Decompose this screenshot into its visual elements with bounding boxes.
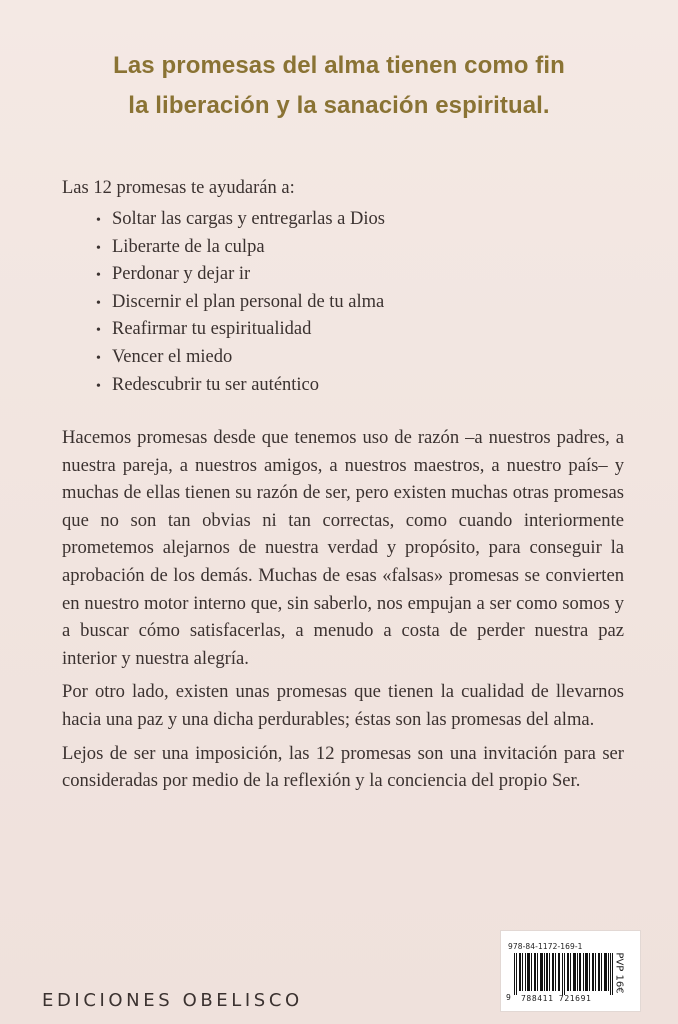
paragraph-2: Por otro lado, existen unas promesas que tienen la cualidad de llevarnos hacia una paz y una dicha perdurables; éstas son las promesas del alma. bbox=[62, 681, 624, 730]
bullet-icon: • bbox=[96, 378, 101, 394]
barcode-first-digit: 9 bbox=[506, 993, 511, 1002]
bullet-icon: • bbox=[96, 268, 101, 284]
headline-line-2: la liberación y la sanación espiritual. bbox=[128, 92, 550, 119]
list-item-text: Discernir el plan personal de tu alma bbox=[112, 291, 385, 312]
list-item bbox=[96, 206, 385, 234]
bullet-icon: • bbox=[96, 323, 101, 339]
list-item-text: Perdonar y dejar ir bbox=[112, 264, 251, 285]
price-text: PVP 16€ bbox=[613, 952, 625, 994]
body-text bbox=[62, 424, 624, 801]
list-item bbox=[96, 261, 385, 289]
promises-list bbox=[96, 206, 385, 399]
isbn-text: 978-84-1172-169-1 bbox=[508, 942, 583, 951]
list-item-text: Liberarte de la culpa bbox=[112, 236, 265, 257]
list-item-text: Reafirmar tu espiritualidad bbox=[112, 319, 312, 340]
bullet-icon: • bbox=[96, 240, 101, 256]
barcode-icon bbox=[514, 953, 614, 995]
list-item bbox=[96, 289, 385, 317]
list-item-text: Soltar las cargas y entregarlas a Dios bbox=[112, 209, 385, 229]
headline-line-1: Las promesas del alma tienen como fin bbox=[113, 52, 565, 79]
bullet-icon: • bbox=[96, 295, 101, 311]
list-item bbox=[96, 234, 385, 262]
list-item bbox=[96, 372, 385, 400]
headline bbox=[0, 46, 678, 126]
paragraph-3: Lejos de ser una imposición, las 12 promesas son una invitación para ser consideradas por medio de la reflexión y la conciencia del propio Ser. bbox=[62, 742, 624, 792]
list-item-text: Vencer el miedo bbox=[112, 346, 233, 367]
intro-text: Las 12 promesas te ayudarán a: bbox=[62, 178, 295, 198]
barcode-digits: 788411 721691 bbox=[521, 994, 592, 1003]
list-item bbox=[96, 316, 385, 344]
bullet-icon: • bbox=[96, 350, 101, 366]
list-item bbox=[96, 344, 385, 372]
list-item-text: Redescubrir tu ser auténtico bbox=[112, 374, 320, 395]
bullet-icon: • bbox=[96, 213, 101, 228]
publisher-name: EDICIONES OBELISCO bbox=[42, 990, 303, 1011]
paragraph-1: Hacemos promesas desde que tenemos uso de razón –a nuestros padres, a nuestra pareja, a nuestros amigos, a nuestros maestros, a nuestro país– y muchas de ellas tienen su razón de ser, pero existen muchas otras promesas que no son tan obvias ni tan correctas, como cuando interiormente prometemos alejarnos de nuestra verdad y propósito, para conseguir la aprobación de los demás. Muchas de esas «falsas» promesas se convierten en nuestro motor interno que, sin saberlo, nos empujan a ser como somos y a buscar cómo satisfacerlas, a menudo a costa de perder nuestra paz interior y nuestra alegría. bbox=[62, 427, 624, 669]
barcode-label bbox=[500, 930, 641, 1012]
